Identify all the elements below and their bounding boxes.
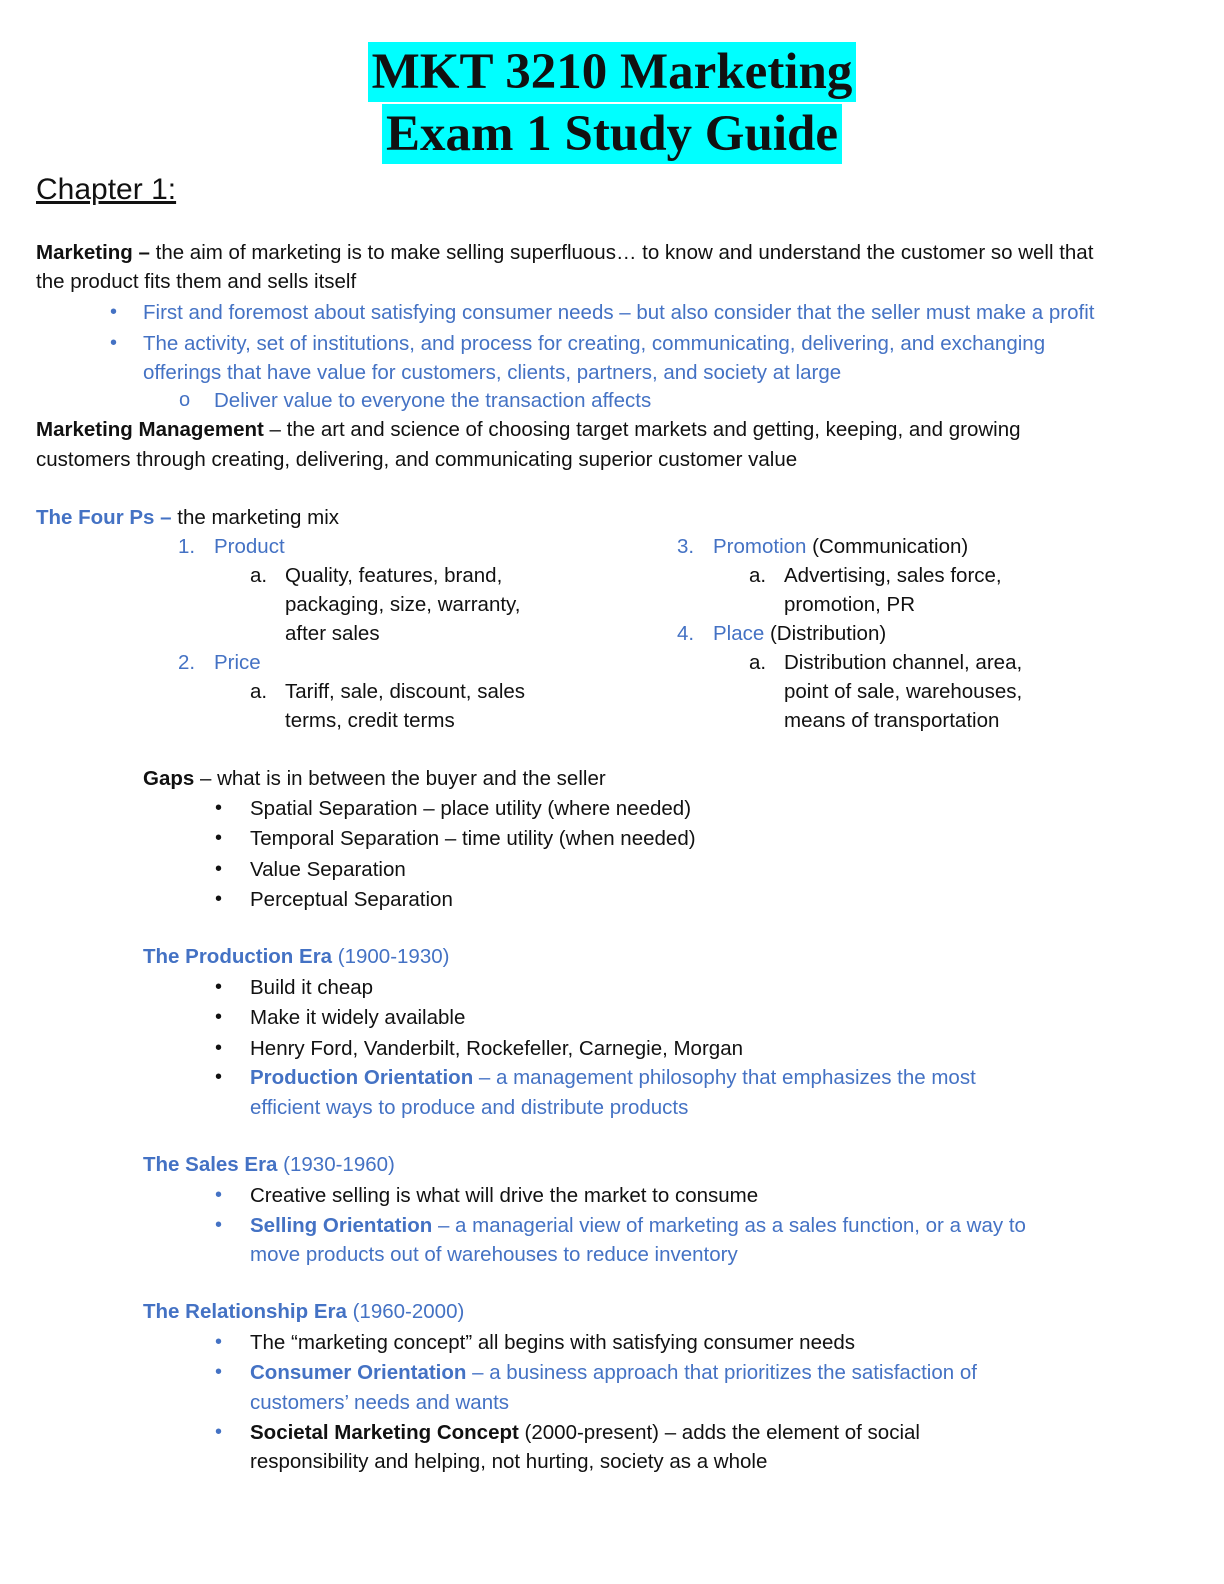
marketing-management-definition <box>36 415 1021 444</box>
place-heading <box>713 619 886 648</box>
bullet-marker: • <box>215 858 223 880</box>
management-def-line-1: – the art and science of choosing target markets and getting, keeping, and growing <box>263 418 1021 441</box>
production-era-item: Make it widely available <box>250 1006 466 1029</box>
price-number: 2. <box>178 651 196 674</box>
production-orientation-line-2: efficient ways to produce and distribute products <box>250 1096 689 1119</box>
marketing-bullet-2-line-2: offerings that have value for customers, clients, partners, and society at large <box>143 361 842 384</box>
chapter-heading: Chapter 1: <box>36 173 177 206</box>
bullet-marker: • <box>215 1214 223 1236</box>
promotion-paren: (Communication) <box>806 535 969 558</box>
bullet-marker: • <box>215 1066 223 1088</box>
societal-marketing-line-1 <box>250 1418 920 1447</box>
production-era-item: Build it cheap <box>250 976 374 999</box>
promotion-sub-letter: a. <box>749 564 767 587</box>
societal-marketing-term: Societal Marketing Concept <box>250 1421 519 1444</box>
management-def-line-2: customers through creating, delivering, and communicating superior customer value <box>36 448 798 471</box>
sales-era-item: Creative selling is what will drive the market to consume <box>250 1184 759 1207</box>
promotion-detail-line-2: promotion, PR <box>784 593 916 616</box>
price-detail-line-1: Tariff, sale, discount, sales <box>285 680 526 703</box>
price-label: Price <box>214 651 261 674</box>
bullet-marker: • <box>215 1006 223 1028</box>
product-detail-line-1: Quality, features, brand, <box>285 564 503 587</box>
sales-era-years: (1930-1960) <box>277 1153 395 1176</box>
bullet-marker: • <box>110 301 118 323</box>
bullet-marker: • <box>215 976 223 998</box>
document-title-line-2: Exam 1 Study Guide <box>382 104 842 164</box>
relationship-era-years: (1960-2000) <box>346 1300 465 1323</box>
promotion-detail-line-1: Advertising, sales force, <box>784 564 1002 587</box>
product-detail-line-3: after sales <box>285 622 380 645</box>
selling-orientation-term: Selling Orientation <box>250 1214 433 1237</box>
selling-orientation-line-2: move products out of warehouses to reduce inventory <box>250 1243 738 1266</box>
product-label: Product <box>214 535 285 558</box>
place-detail-line-3: means of transportation <box>784 709 1000 732</box>
four-ps-term: The Four Ps – <box>36 506 172 529</box>
consumer-orientation-line-1 <box>250 1358 977 1387</box>
selling-orientation-def: – a managerial view of marketing as a sales function, or a way to <box>432 1214 1026 1237</box>
production-orientation-def: – a management philosophy that emphasizes the most <box>473 1066 976 1089</box>
document-title-line-1: MKT 3210 Marketing <box>368 42 857 102</box>
production-era-heading <box>143 942 449 971</box>
bullet-marker: • <box>215 827 223 849</box>
gaps-item: Perceptual Separation <box>250 888 453 911</box>
marketing-def-line-1: the aim of marketing is to make selling superfluous… to know and understand the customer so well that <box>149 241 1094 264</box>
bullet-marker: • <box>215 797 223 819</box>
bullet-marker: • <box>215 888 223 910</box>
consumer-orientation-line-2: customers’ needs and wants <box>250 1391 510 1414</box>
bullet-marker: • <box>215 1331 223 1353</box>
four-ps-heading <box>36 503 339 532</box>
four-ps-def: the marketing mix <box>171 506 340 529</box>
gaps-term: Gaps <box>143 767 195 790</box>
relationship-era-heading <box>143 1297 464 1326</box>
relationship-era-item: The “marketing concept” all begins with satisfying consumer needs <box>250 1331 856 1354</box>
promotion-heading <box>713 532 968 561</box>
bullet-marker: • <box>215 1421 223 1443</box>
selling-orientation-line-1 <box>250 1211 1026 1240</box>
marketing-definition <box>36 238 1093 267</box>
societal-marketing-line-2: responsibility and helping, not hurting, society as a whole <box>250 1450 768 1473</box>
product-number: 1. <box>178 535 196 558</box>
societal-marketing-def: (2000-present) – adds the element of social <box>518 1421 920 1444</box>
marketing-def-line-2: the product fits them and sells itself <box>36 270 357 293</box>
marketing-bullet-1: First and foremost about satisfying consumer needs – but also consider that the seller must make a profit <box>143 301 1095 324</box>
title-line-2-wrap <box>0 104 1224 164</box>
promotion-label: Promotion <box>713 535 807 558</box>
product-detail-line-2: packaging, size, warranty, <box>285 593 521 616</box>
price-detail-line-2: terms, credit terms <box>285 709 455 732</box>
marketing-term: Marketing – <box>36 241 150 264</box>
price-sub-letter: a. <box>250 680 268 703</box>
bullet-marker: • <box>110 332 118 354</box>
gaps-item: Value Separation <box>250 858 406 881</box>
bullet-marker: • <box>215 1361 223 1383</box>
relationship-era-term: The Relationship Era <box>143 1300 347 1323</box>
sales-era-heading <box>143 1150 395 1179</box>
sub-bullet-marker: o <box>179 389 191 411</box>
consumer-orientation-def: – a business approach that prioritizes the satisfaction of <box>466 1361 977 1384</box>
place-detail-line-1: Distribution channel, area, <box>784 651 1023 674</box>
gaps-item: Spatial Separation – place utility (where needed) <box>250 797 692 820</box>
place-sub-letter: a. <box>749 651 767 674</box>
marketing-bullet-2-line-1: The activity, set of institutions, and process for creating, communicating, delivering, and exchanging <box>143 332 1046 355</box>
gaps-item: Temporal Separation – time utility (when needed) <box>250 827 696 850</box>
gaps-heading <box>143 764 606 793</box>
marketing-management-term: Marketing Management <box>36 418 264 441</box>
product-sub-letter: a. <box>250 564 268 587</box>
sales-era-term: The Sales Era <box>143 1153 278 1176</box>
place-detail-line-2: point of sale, warehouses, <box>784 680 1023 703</box>
place-label: Place <box>713 622 765 645</box>
production-orientation-term: Production Orientation <box>250 1066 474 1089</box>
marketing-sub-bullet: Deliver value to everyone the transaction affects <box>214 389 652 412</box>
production-era-term: The Production Era <box>143 945 333 968</box>
gaps-def: – what is in between the buyer and the seller <box>194 767 606 790</box>
production-era-item: Henry Ford, Vanderbilt, Rockefeller, Carnegie, Morgan <box>250 1037 743 1060</box>
place-number: 4. <box>677 622 695 645</box>
title-line-1-wrap <box>0 42 1224 102</box>
place-paren: (Distribution) <box>764 622 887 645</box>
bullet-marker: • <box>215 1184 223 1206</box>
production-orientation-line-1 <box>250 1063 976 1092</box>
bullet-marker: • <box>215 1037 223 1059</box>
promotion-number: 3. <box>677 535 695 558</box>
production-era-years: (1900-1930) <box>332 945 450 968</box>
consumer-orientation-term: Consumer Orientation <box>250 1361 467 1384</box>
